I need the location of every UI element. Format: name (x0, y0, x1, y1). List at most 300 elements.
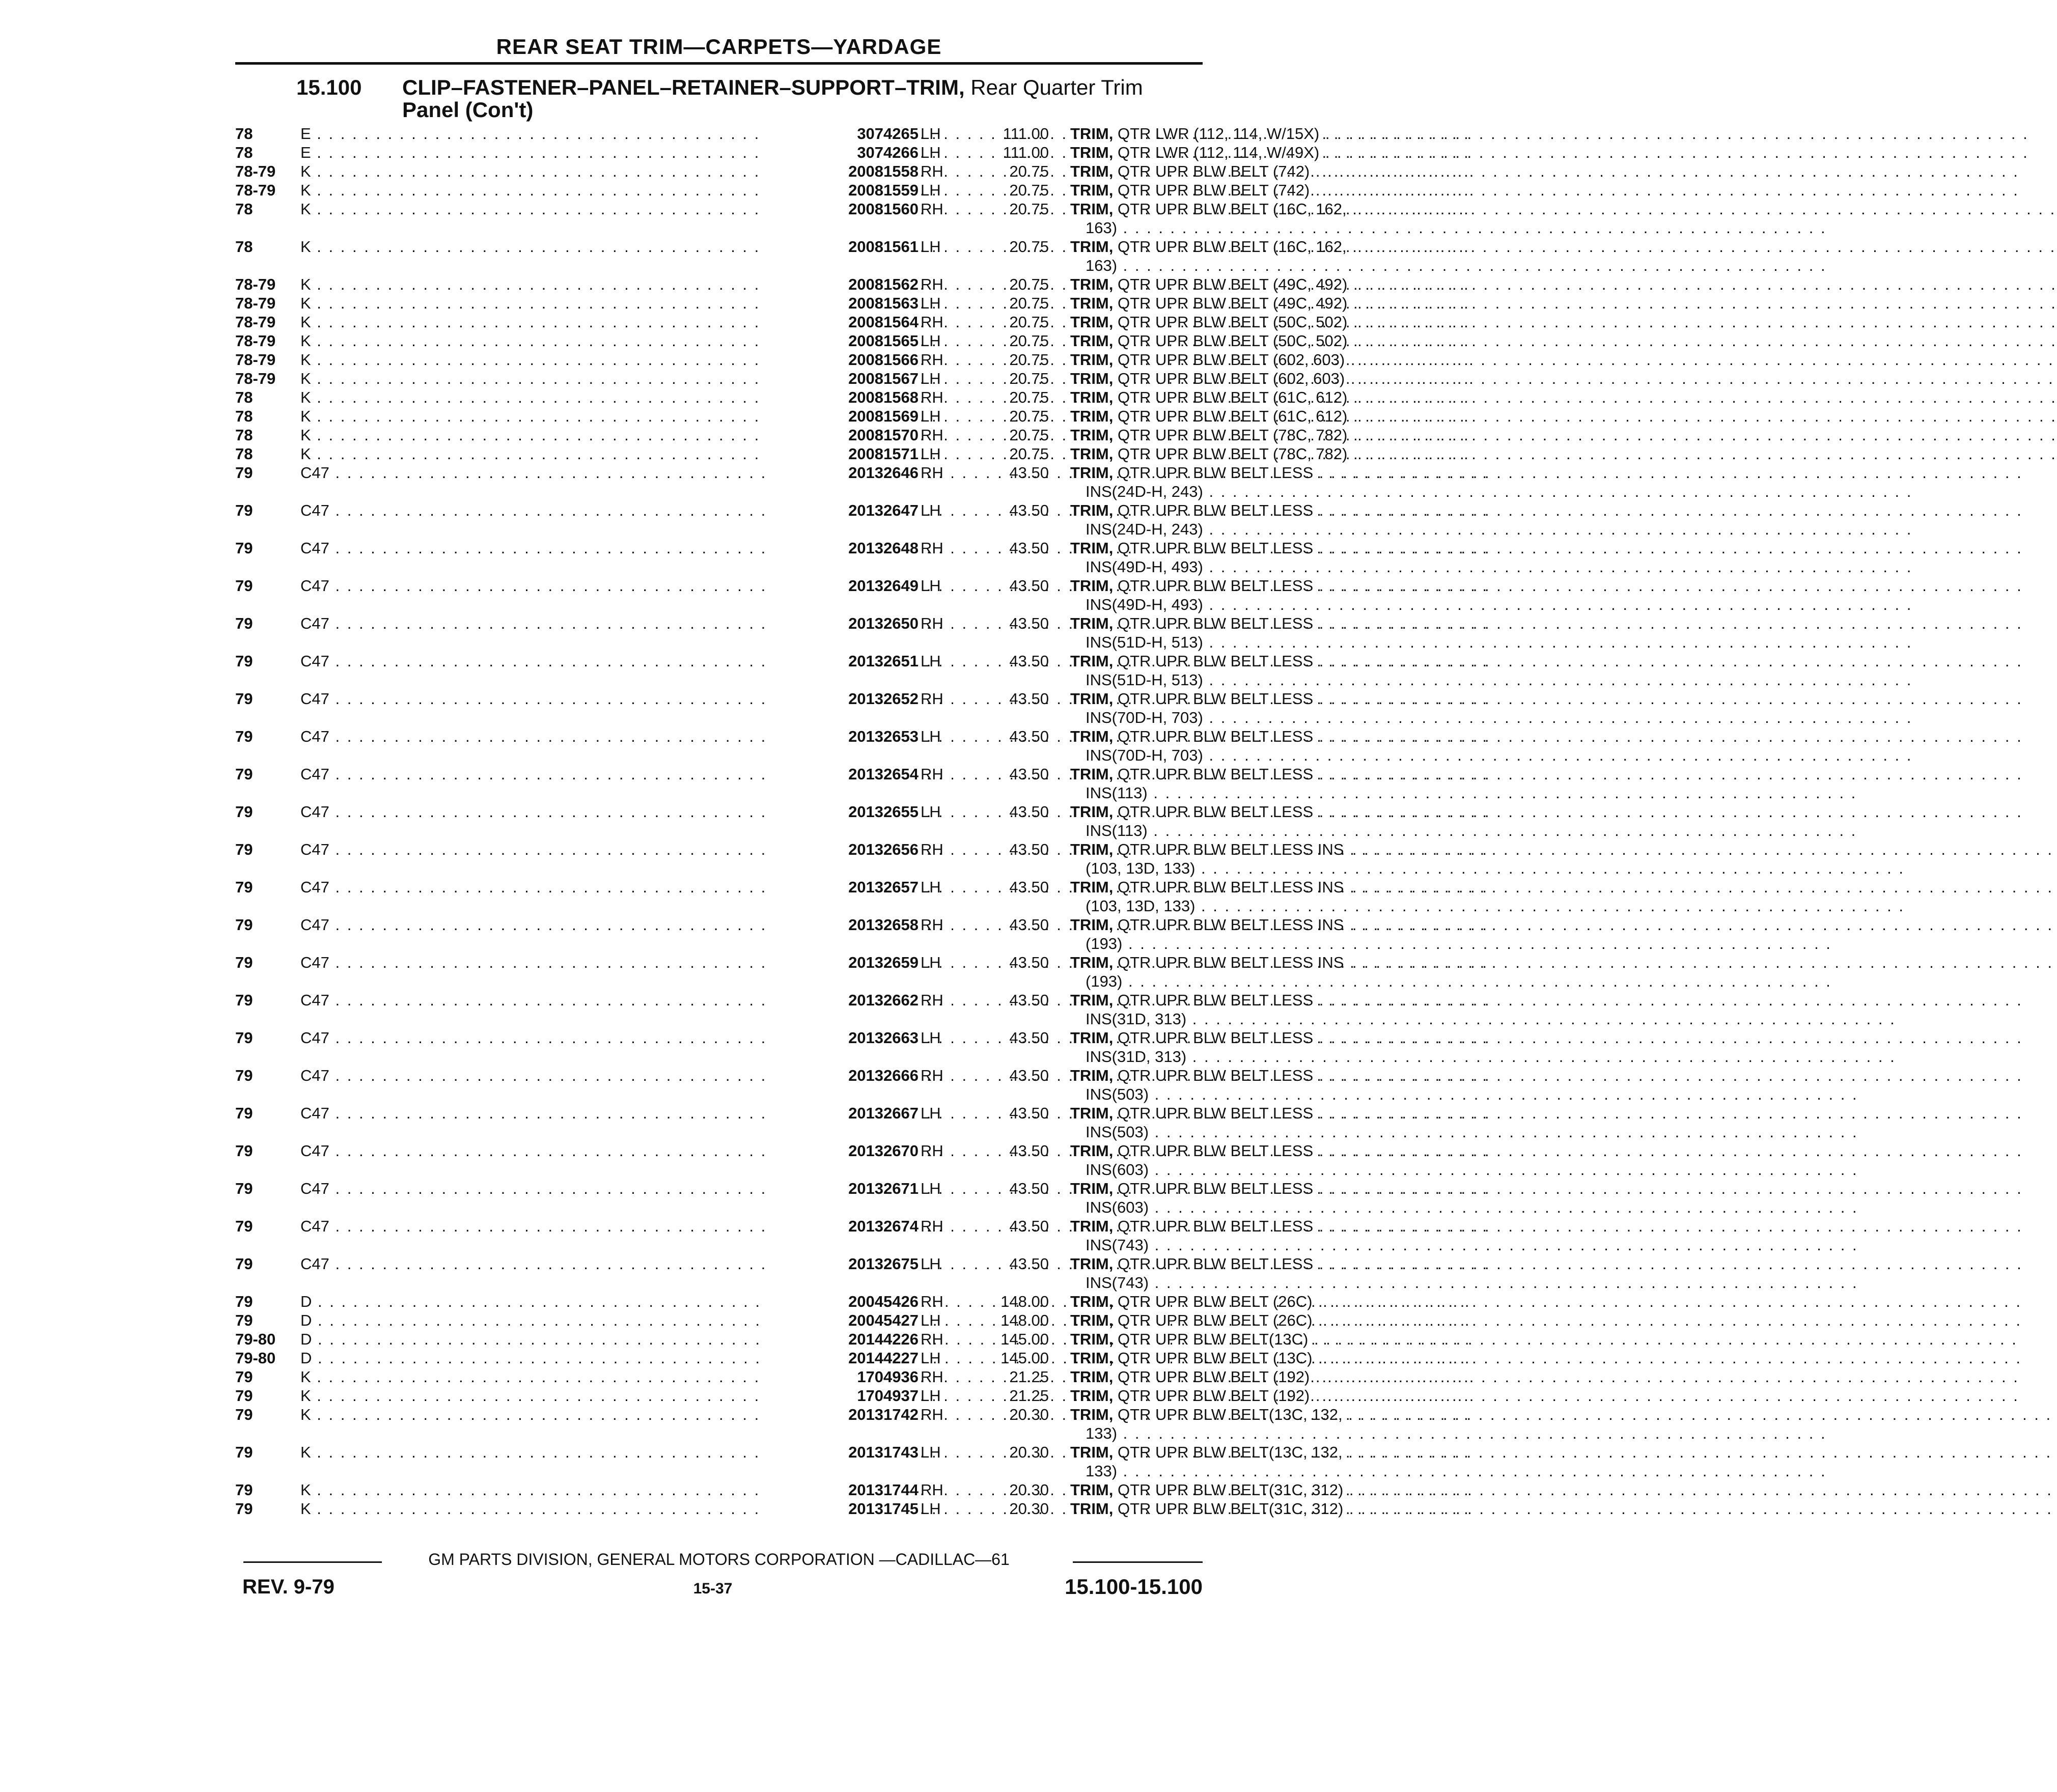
description-line (1070, 350, 1438, 369)
description-line (1070, 181, 1438, 200)
description-head: TRIM, (1070, 841, 1114, 858)
description (1070, 200, 1438, 237)
price: 20.75 (1009, 426, 1049, 444)
description-line (1070, 388, 1438, 407)
price: 20.75 (1009, 332, 1049, 350)
side: RH (921, 765, 943, 783)
description-line (1070, 1179, 1438, 1198)
description (1070, 426, 1438, 444)
body-code: K . . . (300, 1443, 822, 1462)
body-code: K . . . (300, 331, 822, 350)
parts-row (235, 1330, 1309, 1349)
price: 43.50 (1009, 501, 1049, 519)
parts-row (235, 1028, 1314, 1066)
part-number: 20132652 (765, 689, 919, 708)
parts-row (235, 1217, 1314, 1254)
description-line (1070, 991, 1438, 1010)
body-code: C47 . . . (300, 501, 822, 520)
description-line (1070, 369, 1438, 388)
description-continuation: INS(31D, 313) . . . (1070, 1010, 1438, 1028)
model-year: 78-79 (235, 162, 276, 180)
part-number: 20081566 (765, 350, 919, 369)
description (1070, 765, 1438, 802)
description-head: TRIM, (1070, 181, 1114, 199)
model-year: 78-79 (235, 275, 276, 293)
parts-row (235, 388, 1348, 407)
side: RH (921, 200, 943, 218)
price: 43.50 (1009, 614, 1049, 632)
description-head: TRIM, (1070, 1481, 1114, 1499)
description (1070, 727, 1438, 765)
description-continuation: 133) . . . (1070, 1462, 1438, 1480)
description-continuation: (103, 13D, 133) . . . (1070, 859, 1438, 878)
price: 43.50 (1009, 878, 1049, 896)
description (1070, 1141, 1438, 1179)
side: LH (921, 727, 941, 745)
description-head: TRIM, (1070, 614, 1114, 632)
price: 20.75 (1009, 162, 1049, 180)
parts-row (235, 614, 1314, 652)
part-number: 3074266 (765, 143, 919, 162)
description-head: TRIM, (1070, 1067, 1114, 1084)
description-text: QTR UPR BLW BELT LESS (1118, 1104, 1314, 1122)
body-code: C47 . . . (300, 991, 822, 1010)
price: 20.75 (1009, 351, 1049, 369)
model-year: 79 (235, 765, 253, 783)
price: 20.75 (1009, 407, 1049, 425)
description-head: TRIM, (1070, 144, 1114, 161)
section-title-line2: Panel (Con't) (402, 98, 534, 122)
part-number: 20045426 (765, 1292, 919, 1311)
side: LH (921, 1387, 941, 1405)
parts-row (235, 181, 1310, 200)
side: LH (921, 294, 941, 312)
description-text: QTR LWR (112, 114, W/49X) (1118, 144, 1320, 161)
description-head: TRIM, (1070, 1217, 1114, 1235)
footer-page-number: 15-37 (693, 1580, 733, 1597)
description (1070, 689, 1438, 727)
description-continuation: (193) . . . (1070, 934, 1438, 953)
price: 43.50 (1009, 727, 1049, 745)
parts-row (235, 1104, 1314, 1141)
model-year: 79 (235, 1406, 253, 1423)
model-year: 79 (235, 539, 253, 557)
part-number: 20081563 (765, 294, 919, 313)
model-year: 78 (235, 238, 253, 256)
description-text: QTR UPR BLW BELT LESS (1118, 803, 1314, 821)
parts-row (235, 294, 1348, 313)
description-text: QTR UPR BLW BELT LESS (1118, 539, 1314, 557)
side: LH (921, 144, 941, 161)
description-continuation: INS(113) . . . (1070, 821, 1438, 840)
description-text: QTR UPR BLW BELT LESS (1118, 577, 1314, 595)
description-head: TRIM, (1070, 1387, 1114, 1405)
price: 43.50 (1009, 803, 1049, 821)
part-number: 20131745 (765, 1499, 919, 1518)
parts-row (235, 1367, 1310, 1386)
description-continuation: INS(31D, 313) . . . (1070, 1047, 1438, 1066)
model-year: 79 (235, 841, 253, 858)
model-year: 78 (235, 426, 253, 444)
description (1070, 407, 1438, 426)
body-code: K . . . (300, 313, 822, 331)
description-head: TRIM, (1070, 1142, 1114, 1160)
description-text: QTR UPR BLW BELT (16C, 162, (1118, 238, 1347, 256)
description-text: QTR UPR BLW BELT LESS (1118, 501, 1314, 519)
parts-row (235, 1405, 1343, 1443)
description-text: QTR UPR BLW BELT LESS (1118, 1029, 1314, 1047)
description-text: QTR UPR BLW BELT (742) (1118, 181, 1310, 199)
side: LH (921, 445, 941, 463)
parts-row (235, 313, 1348, 331)
price: 20.75 (1009, 200, 1049, 218)
price: 43.50 (1009, 1029, 1049, 1047)
description (1070, 1066, 1438, 1104)
description-line (1070, 915, 1438, 934)
body-code: K . . . (300, 200, 822, 218)
part-number: 3074265 (765, 124, 919, 143)
description-head: TRIM, (1070, 1255, 1114, 1273)
model-year: 79 (235, 1368, 253, 1386)
side: RH (921, 351, 943, 369)
description-text: QTR UPR BLW BELT LESS (1118, 991, 1314, 1009)
description-line (1070, 275, 1438, 294)
part-number: 20081565 (765, 331, 919, 350)
side: LH (921, 1349, 941, 1367)
parts-row (235, 840, 1344, 878)
side: LH (921, 878, 941, 896)
part-number: 20081569 (765, 407, 919, 426)
description-head: TRIM, (1070, 1293, 1114, 1310)
price: 43.50 (1009, 1255, 1049, 1273)
price: 20.30 (1009, 1500, 1049, 1518)
description-text: QTR UPR BLW BELT(13C) (1118, 1330, 1309, 1348)
part-number: 1704936 (765, 1367, 919, 1386)
body-code: C47 . . . (300, 1028, 822, 1047)
parts-row (235, 802, 1314, 840)
price: 43.50 (1009, 652, 1049, 670)
side: LH (921, 652, 941, 670)
model-year: 79 (235, 577, 253, 595)
model-year: 79-80 (235, 1349, 276, 1367)
part-number: 20132654 (765, 765, 919, 783)
description-head: TRIM, (1070, 351, 1114, 369)
body-code: K . . . (300, 407, 822, 426)
description-text: QTR UPR BLW BELT (78C, 782) (1118, 426, 1348, 444)
section-title-bold: CLIP–FASTENER–PANEL–RETAINER–SUPPORT–TRIM, (402, 75, 965, 99)
model-year: 79 (235, 1029, 253, 1047)
side: LH (921, 1104, 941, 1122)
description-line (1070, 1066, 1438, 1085)
price: 111.00 (1003, 144, 1049, 161)
description-head: TRIM, (1070, 275, 1114, 293)
description-text: QTR UPR BLW BELT (78C, 782) (1118, 445, 1348, 463)
body-code: C47 . . . (300, 1179, 822, 1198)
description-line (1070, 162, 1438, 181)
description (1070, 1179, 1438, 1217)
body-code: C47 . . . (300, 1066, 822, 1085)
part-number: 20081564 (765, 313, 919, 331)
side: LH (921, 238, 941, 256)
model-year: 78 (235, 125, 253, 143)
price: 43.50 (1009, 1142, 1049, 1160)
description (1070, 1311, 1438, 1330)
body-code: K . . . (300, 1405, 822, 1424)
price: 20.75 (1009, 294, 1049, 312)
description-line (1070, 652, 1438, 670)
description (1070, 652, 1438, 689)
description-text: QTR UPR BLW BELT (61C, 612) (1118, 388, 1348, 406)
part-number: 20081567 (765, 369, 919, 388)
description (1070, 1443, 1438, 1480)
model-year: 79 (235, 1311, 253, 1329)
description-continuation: INS(743) . . . (1070, 1236, 1438, 1254)
description (1070, 369, 1438, 388)
side: LH (921, 1029, 941, 1047)
description-continuation: INS(70D-H, 703) . . . (1070, 746, 1438, 765)
model-year: 79 (235, 991, 253, 1009)
description-text: QTR UPR BLW BELT (192) (1118, 1387, 1310, 1405)
body-code: C47 . . . (300, 1141, 822, 1160)
body-code: E . . . (300, 124, 822, 143)
description (1070, 802, 1438, 840)
price: 111.00 (1003, 125, 1049, 143)
parts-row (235, 765, 1314, 802)
description (1070, 237, 1438, 275)
parts-row (235, 501, 1314, 539)
description-head: TRIM, (1070, 878, 1114, 896)
description-line (1070, 501, 1438, 520)
body-code: C47 . . . (300, 539, 822, 557)
price: 20.30 (1009, 1481, 1049, 1499)
side: RH (921, 464, 943, 482)
description-head: TRIM, (1070, 370, 1114, 387)
description-line (1070, 1311, 1438, 1330)
model-year: 78-79 (235, 313, 276, 331)
model-year: 79 (235, 1217, 253, 1235)
price: 43.50 (1009, 1104, 1049, 1122)
description (1070, 991, 1438, 1028)
price: 145.00 (1000, 1330, 1049, 1348)
description-line (1070, 463, 1438, 482)
description-text: QTR UPR BLW BELT (26C) (1118, 1311, 1313, 1329)
description-head: TRIM, (1070, 727, 1114, 745)
description (1070, 463, 1438, 501)
description-line (1070, 1386, 1438, 1405)
description-line (1070, 1367, 1438, 1386)
section-number: 15.100 (296, 75, 362, 99)
model-year: 79 (235, 1293, 253, 1310)
part-number: 20132671 (765, 1179, 919, 1198)
description-head: TRIM, (1070, 1330, 1114, 1348)
description (1070, 1104, 1438, 1141)
part-number: 20132647 (765, 501, 919, 520)
description-text: QTR UPR BLW BELT (49C, 492) (1118, 275, 1348, 293)
side: RH (921, 1330, 943, 1348)
description-text: QTR UPR BLW BELT LESS (1118, 1217, 1314, 1235)
description-continuation: INS(503) . . . (1070, 1085, 1438, 1104)
description (1070, 331, 1438, 350)
footer-division-text: GM PARTS DIVISION, GENERAL MOTORS CORPORATION —CADILLAC—61 (428, 1550, 1010, 1569)
description-line (1070, 331, 1438, 350)
description-text: QTR UPR BLW BELT (50C, 502) (1118, 313, 1348, 331)
description-head: TRIM, (1070, 1500, 1114, 1518)
side: RH (921, 1481, 943, 1499)
model-year: 79 (235, 1387, 253, 1405)
description-text: QTR UPR BLW BELT LESS INS (1118, 841, 1344, 858)
part-number: 20132663 (765, 1028, 919, 1047)
description-line (1070, 1499, 1438, 1518)
model-year: 79 (235, 464, 253, 482)
description-head: TRIM, (1070, 445, 1114, 463)
part-number: 20132651 (765, 652, 919, 670)
description-continuation: 133) . . . (1070, 1424, 1438, 1443)
description-head: TRIM, (1070, 690, 1114, 708)
description-continuation: (103, 13D, 133) . . . (1070, 897, 1438, 915)
description-text: QTR LWR (112, 114, W/15X) (1118, 125, 1320, 143)
description-head: TRIM, (1070, 1406, 1114, 1423)
parts-row (235, 162, 1310, 181)
part-number: 20132658 (765, 915, 919, 934)
side: LH (921, 332, 941, 350)
price: 43.50 (1009, 1180, 1049, 1197)
part-number: 20132646 (765, 463, 919, 482)
description-head: TRIM, (1070, 1029, 1114, 1047)
part-number: 20045427 (765, 1311, 919, 1330)
description-line (1070, 1217, 1438, 1236)
description-text: QTR UPR BLW BELT LESS (1118, 765, 1314, 783)
side: LH (921, 501, 941, 519)
description (1070, 1405, 1438, 1443)
part-number: 20131744 (765, 1480, 919, 1499)
description-head: TRIM, (1070, 1368, 1114, 1386)
description-line (1070, 878, 1438, 897)
description-line (1070, 614, 1438, 633)
description-text: QTR UPR BLW BELT (602, 603) (1118, 351, 1345, 369)
description-head: TRIM, (1070, 501, 1114, 519)
description-head: TRIM, (1070, 162, 1114, 180)
description-text: QTR UPR BLW BELT(13C, 132, (1118, 1406, 1343, 1423)
description-head: TRIM, (1070, 1180, 1114, 1197)
description-head: TRIM, (1070, 803, 1114, 821)
description-text: QTR UPR BLW BELT LESS (1118, 690, 1314, 708)
side: RH (921, 162, 943, 180)
side: LH (921, 1311, 941, 1329)
description (1070, 501, 1438, 539)
description-line (1070, 1104, 1438, 1123)
body-code: C47 . . . (300, 1217, 822, 1236)
body-code: C47 . . . (300, 689, 822, 708)
side: RH (921, 275, 943, 293)
parts-row (235, 1386, 1310, 1405)
description-line (1070, 1254, 1438, 1273)
part-number: 20132648 (765, 539, 919, 557)
description (1070, 1254, 1438, 1292)
description-line (1070, 1330, 1438, 1349)
part-number: 20081571 (765, 444, 919, 463)
description-continuation: INS(503) . . . (1070, 1123, 1438, 1141)
part-number: 20081570 (765, 426, 919, 444)
description-head: TRIM, (1070, 954, 1114, 971)
part-number: 20132650 (765, 614, 919, 633)
part-number: 20132675 (765, 1254, 919, 1273)
price: 20.75 (1009, 275, 1049, 293)
side: LH (921, 803, 941, 821)
model-year: 78-79 (235, 370, 276, 387)
description-text: QTR UPR BLW BELT LESS (1118, 1067, 1314, 1084)
price: 20.30 (1009, 1406, 1049, 1423)
description-line (1070, 1028, 1438, 1047)
description-text: QTR UPR BLW BELT LESS (1118, 1255, 1314, 1273)
description-continuation: INS(603) . . . (1070, 1198, 1438, 1217)
section-title-rest: Rear Quarter Trim (964, 75, 1143, 99)
model-year: 78-79 (235, 351, 276, 369)
description-text: QTR UPR BLW BELT LESS INS (1118, 954, 1344, 971)
side: RH (921, 991, 943, 1009)
price: 21.25 (1009, 1368, 1049, 1386)
part-number: 20132666 (765, 1066, 919, 1085)
description-text: QTR UPR BLW BELT(31C, 312) (1118, 1500, 1344, 1518)
description-continuation: INS(51D-H, 513) . . . (1070, 633, 1438, 652)
model-year: 78 (235, 407, 253, 425)
model-year: 79 (235, 501, 253, 519)
parts-row (235, 369, 1345, 388)
price: 43.50 (1009, 916, 1049, 934)
body-code: K . . . (300, 1386, 822, 1405)
body-code: C47 . . . (300, 463, 822, 482)
parts-row (235, 991, 1314, 1028)
side: LH (921, 1180, 941, 1197)
side: LH (921, 370, 941, 387)
description-text: QTR UPR BLW BELT LESS INS (1118, 916, 1344, 934)
parts-row (235, 1066, 1314, 1104)
description (1070, 1349, 1438, 1367)
parts-row (235, 407, 1348, 426)
body-code: D . . . (300, 1330, 822, 1349)
description (1070, 388, 1438, 407)
description-head: TRIM, (1070, 464, 1114, 482)
footer-division (235, 1550, 1203, 1571)
body-code: K . . . (300, 350, 822, 369)
description (1070, 294, 1438, 313)
parts-row (235, 1141, 1314, 1179)
description (1070, 143, 1438, 162)
body-code: C47 . . . (300, 802, 822, 821)
part-number: 20132662 (765, 991, 919, 1010)
price: 43.50 (1009, 577, 1049, 595)
price: 20.30 (1009, 1443, 1049, 1461)
description-head: TRIM, (1070, 1104, 1114, 1122)
part-number: 20132653 (765, 727, 919, 746)
part-number: 20081568 (765, 388, 919, 407)
description-line (1070, 313, 1438, 331)
body-code: C47 . . . (300, 878, 822, 897)
part-number: 20132670 (765, 1141, 919, 1160)
description (1070, 444, 1438, 463)
side: LH (921, 577, 941, 595)
model-year: 78 (235, 388, 253, 406)
body-code: K . . . (300, 181, 822, 200)
description-text: QTR UPR BLW BELT (61C, 612) (1118, 407, 1348, 425)
body-code: K . . . (300, 237, 822, 256)
description (1070, 1386, 1438, 1405)
price: 43.50 (1009, 1067, 1049, 1084)
description (1070, 576, 1438, 614)
description-continuation: INS(70D-H, 703) . . . (1070, 708, 1438, 727)
description-continuation: INS(603) . . . (1070, 1160, 1438, 1179)
description (1070, 1217, 1438, 1254)
description (1070, 614, 1438, 652)
